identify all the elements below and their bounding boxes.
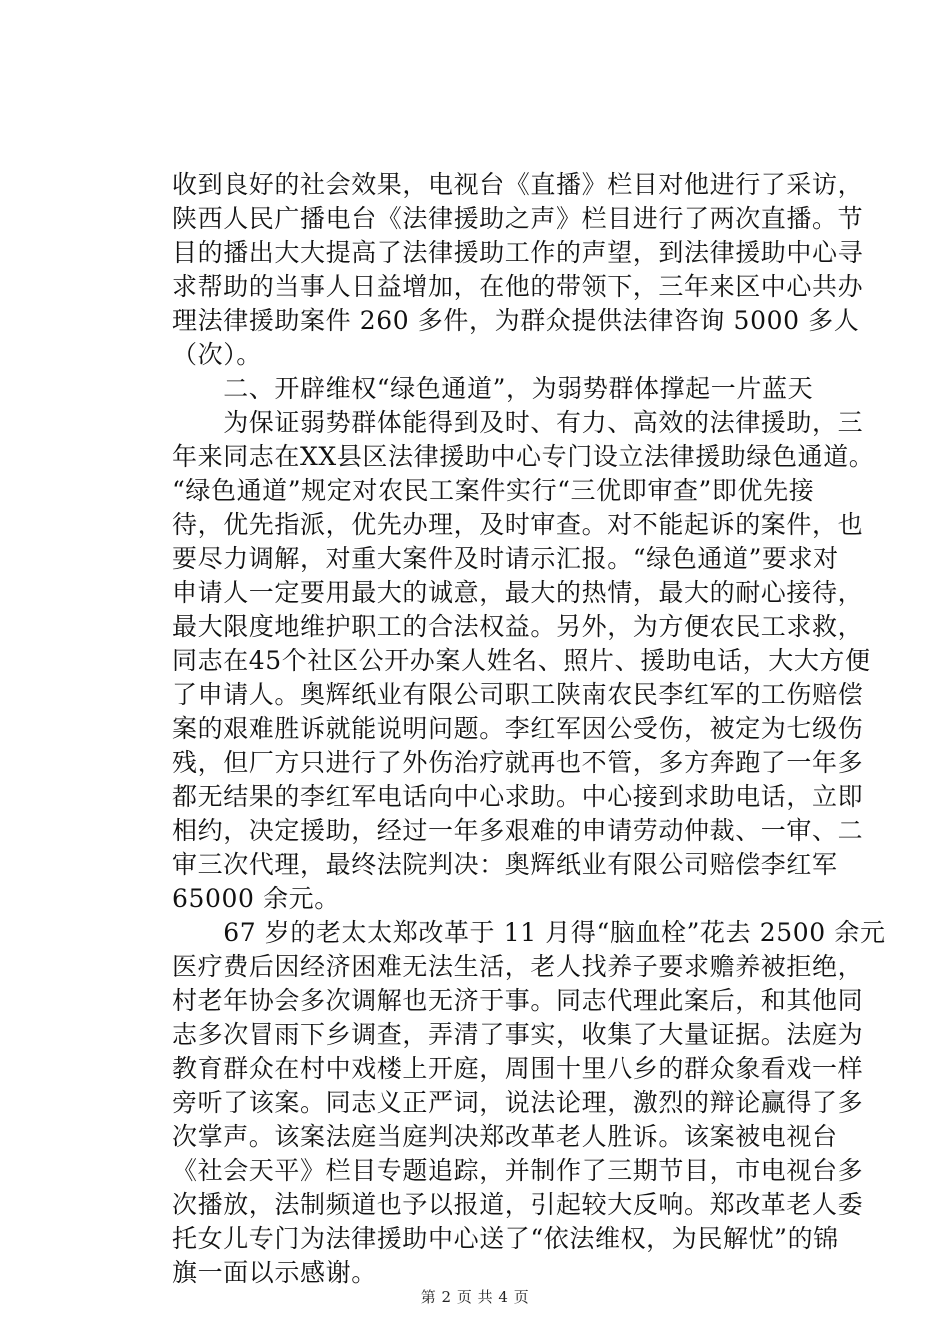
text-line: 陕西人民广播电台《法律援助之声》栏目进行了两次直播。节 bbox=[172, 204, 864, 233]
text-line: 待，优先指派，优先办理，及时审查。对不能起诉的案件，也 bbox=[172, 510, 864, 539]
text-line: 都无结果的李红军电话向中心求助。中心接到求助电话，立即 bbox=[172, 782, 864, 811]
text-line: 案的艰难胜诉就能说明问题。李红军因公受伤，被定为七级伤 bbox=[172, 714, 864, 743]
text-line: 67 岁的老太太郑改革于 11 月得“脑血栓”花去 2500 余元 bbox=[172, 918, 886, 947]
text-line: 了申请人。奥辉纸业有限公司职工陕南农民李红军的工伤赔偿 bbox=[172, 680, 864, 709]
text-line: 旗一面以示感谢。 bbox=[172, 1258, 377, 1287]
document-body bbox=[172, 168, 886, 1290]
text-line: “绿色通道”规定对农民工案件实行“三优即审查”即优先接 bbox=[172, 476, 815, 505]
text-line: 志多次冒雨下乡调查，弄清了事实，收集了大量证据。法庭为 bbox=[172, 1020, 864, 1049]
text-line: 残，但厂方只进行了外伤治疗就再也不管，多方奔跑了一年多 bbox=[172, 748, 864, 777]
text-line: 65000 余元。 bbox=[172, 884, 340, 913]
text-line: 相约，决定援助，经过一年多艰难的申请劳动仲裁、一审、二 bbox=[172, 816, 864, 845]
text-line: 最大限度地维护职工的合法权益。另外，为方便农民工求救， bbox=[172, 612, 864, 641]
text-line: 次掌声。该案法庭当庭判决郑改革老人胜诉。该案被电视台 bbox=[172, 1122, 838, 1151]
text-line: 收到良好的社会效果，电视台《直播》栏目对他进行了采访， bbox=[172, 170, 864, 199]
text-line: 要尽力调解，对重大案件及时请示汇报。“绿色通道”要求对 bbox=[172, 544, 839, 573]
page-footer: 第 2 页 共 4 页 bbox=[420, 1288, 530, 1306]
text-line: 审三次代理，最终法院判决：奥辉纸业有限公司赔偿李红军 bbox=[172, 850, 838, 879]
text-line: 教育群众在村中戏楼上开庭，周围十里八乡的群众象看戏一样 bbox=[172, 1054, 864, 1083]
text-line: 年来同志在XX县区法律援助中心专门设立法律援助绿色通道。 bbox=[172, 442, 875, 471]
text-line: （次）。 bbox=[172, 340, 262, 369]
text-line: 村老年协会多次调解也无济于事。同志代理此案后，和其他同 bbox=[172, 986, 864, 1015]
text-line: 托女儿专门为法律援助中心送了“依法维权，为民解忧”的锦 bbox=[172, 1224, 839, 1253]
text-line: 医疗费后因经济困难无法生活，老人找养子要求赡养被拒绝， bbox=[172, 952, 864, 981]
text-line: 次播放，法制频道也予以报道，引起较大反响。郑改革老人委 bbox=[172, 1190, 864, 1219]
text-line: 二、开辟维权“绿色通道”，为弱势群体撑起一片蓝天 bbox=[172, 374, 814, 403]
text-line: 旁听了该案。同志义正严词，说法论理，激烈的辩论赢得了多 bbox=[172, 1088, 864, 1117]
text-line: 目的播出大大提高了法律援助工作的声望，到法律援助中心寻 bbox=[172, 238, 864, 267]
text-line: 申请人一定要用最大的诚意，最大的热情，最大的耐心接待， bbox=[172, 578, 864, 607]
text-line: 同志在45个社区公开办案人姓名、照片、援助电话，大大方便 bbox=[172, 646, 871, 675]
text-line: 为保证弱势群体能得到及时、有力、高效的法律援助，三 bbox=[172, 408, 864, 437]
text-line: 理法律援助案件 260 多件，为群众提供法律咨询 5000 多人 bbox=[172, 306, 860, 335]
text-line: 求帮助的当事人日益增加，在他的带领下，三年来区中心共办 bbox=[172, 272, 864, 301]
text-line: 《社会天平》栏目专题追踪，并制作了三期节目，市电视台多 bbox=[172, 1156, 864, 1185]
